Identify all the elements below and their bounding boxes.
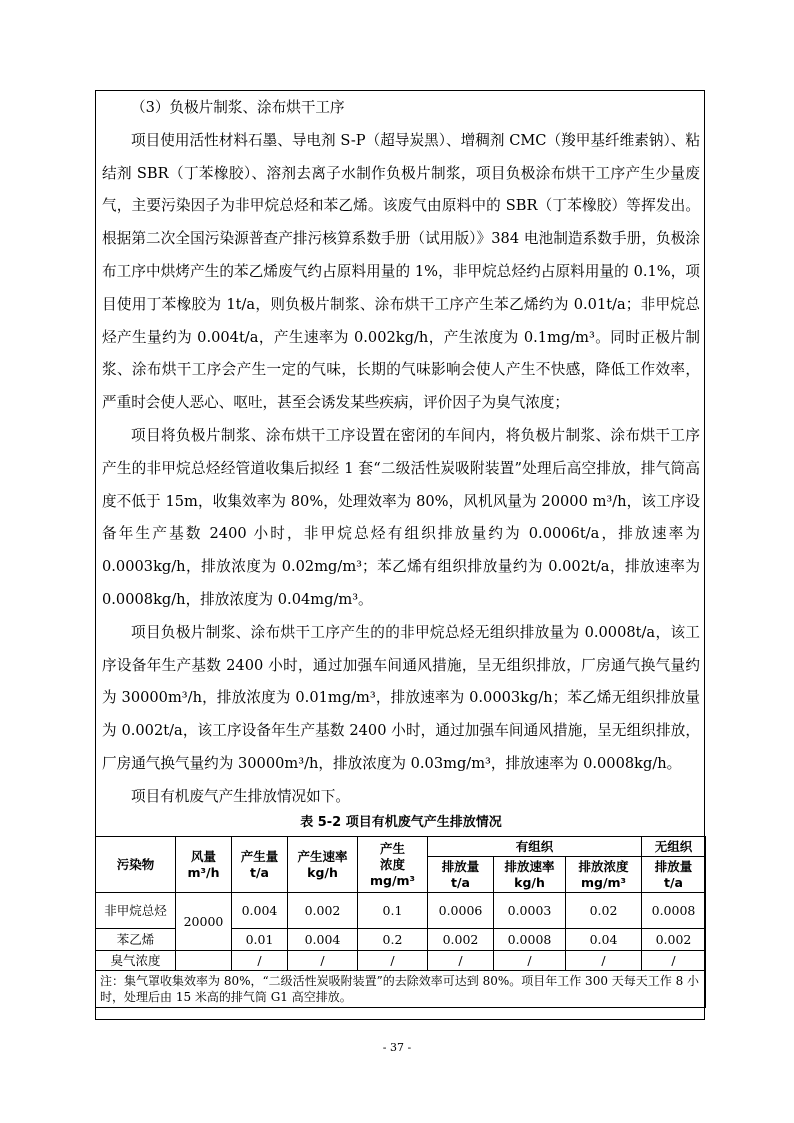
cell-gen: 0.004: [232, 893, 288, 929]
header-emit-conc: 排放浓度 mg/m³: [566, 857, 642, 893]
cell-conc: /: [358, 951, 428, 971]
cell-flow: 20000: [176, 893, 232, 951]
cell-u-amount: /: [642, 951, 706, 971]
cell-gen: 0.01: [232, 929, 288, 951]
header-gen-amount: 产生量 t/a: [232, 837, 288, 893]
cell-u-amount: 0.0008: [642, 893, 706, 929]
header-un-amount: 排放量 t/a: [642, 857, 706, 893]
header-gen-rate: 产生速率 kg/h: [288, 837, 358, 893]
header-unorganized: 无组织: [642, 837, 706, 857]
cell-e-conc: 0.02: [566, 893, 642, 929]
header-gen-conc: 产生 浓度 mg/m³: [358, 837, 428, 893]
header-emit-amount: 排放量 t/a: [428, 857, 494, 893]
cell-name: 非甲烷总烃: [96, 893, 176, 929]
table-row: [96, 893, 706, 929]
cell-rate: 0.004: [288, 929, 358, 951]
table-caption: 表 5-2 项目有机废气产生排放情况: [300, 815, 502, 830]
cell-u-amount: 0.002: [642, 929, 706, 951]
cell-name: 臭气浓度: [96, 951, 176, 971]
header-pollutant: 污染物: [96, 837, 176, 893]
cell-name: 苯乙烯: [96, 929, 176, 951]
header-organized: 有组织: [428, 837, 642, 857]
cell-flow-empty: [176, 951, 232, 971]
paragraph-2: 项目将负极片制浆、涂布烘干工序设置在密闭的车间内，将负极片制浆、涂布烘干工序产生的非甲烷总烃经管道收集后拟经 1 套“二级活性炭吸附装置”处理后高空排放，排气筒高度不低于 15m，收集效率为 80%，处理效率为 80%，风机风量为 20000 m³/h，该工序设备年生产基数 2400 小时，非甲烷总烃有组织排放量约为 0.0006t/a，排放速率为 0.0003kg/h，排放浓度为 0.02mg/m³；苯乙烯有组织排放量约为 0.002t/a，排放速率为 0.0008kg/h，排放浓度为 0.04mg/m³。: [102, 426, 700, 608]
cell-e-rate: 0.0008: [494, 929, 566, 951]
cell-e-amount: /: [428, 951, 494, 971]
page-number: - 37 -: [382, 1041, 412, 1054]
paragraph-3: 项目负极片制浆、涂布烘干工序产生的的非甲烷总烃无组织排放量为 0.0008t/a，该工序设备年生产基数 2400 小时，通过加强车间通风措施，呈无组织排放，厂房通气换气量约为 30000m³/h，排放浓度为 0.01mg/m³，排放速率为 0.0003kg/h；苯乙烯无组织排放量为 0.002t/a，该工序设备年生产基数 2400 小时，通过加强车间通风措施，呈无组织排放，厂房通气换气量约为 30000m³/h，排放浓度为 0.03mg/m³，排放速率为 0.0008kg/h。: [102, 623, 700, 772]
cell-e-conc: 0.04: [566, 929, 642, 951]
cell-rate: 0.002: [288, 893, 358, 929]
cell-e-amount: 0.002: [428, 929, 494, 951]
paragraph-1: 项目使用活性材料石墨、导电剂 S-P（超导炭黑）、增稠剂 CMC（羧甲基纤维素钠）、粘结剂 SBR（丁苯橡胶）、溶剂去离子水制作负极片制浆，项目负极涂布烘干工序产生少量废气，主要污染因子为非甲烷总烃和苯乙烯。该废气由原料中的 SBR（丁苯橡胶）等挥发出。根据第二次全国污染源普查产排污核算系数手册（试用版）》384 电池制造系数手册，负极涂布工序中烘烤产生的苯乙烯废气约占原料用量的 1%，非甲烷总烃约占原料用量的 0.1%，项目使用丁苯橡胶为 1t/a，则负极片制浆、涂布烘干工序产生苯乙烯约为 0.01t/a；非甲烷总烃产生量约为 0.004t/a，产生速率为 0.002kg/h，产生浓度为 0.1mg/m³。同时正极片制浆、涂布烘干工序会产生一定的气味，长期的气味影响会使人产生不快感，降低工作效率，严重时会使人恶心、呕吐，甚至会诱发某些疾病，评价因子为臭气浓度；: [102, 131, 700, 412]
header-flow: 风量 m³/h: [176, 837, 232, 893]
cell-e-rate: /: [494, 951, 566, 971]
cell-gen: /: [232, 951, 288, 971]
section-heading: （3）负极片制浆、涂布烘干工序: [131, 99, 345, 116]
header-emit-rate: 排放速率 kg/h: [494, 857, 566, 893]
cell-conc: 0.2: [358, 929, 428, 951]
table-row: [96, 951, 706, 971]
table-note: 注：集气罩收集效率为 80%，“二级活性炭吸附装置”的去除效率可达到 80%。项目年工作 300 天每天工作 8 小时，处理后由 15 米高的排气筒 G1 高空排放。: [96, 971, 706, 1008]
cell-e-amount: 0.0006: [428, 893, 494, 929]
cell-conc: 0.1: [358, 893, 428, 929]
cell-rate: /: [288, 951, 358, 971]
cell-e-conc: /: [566, 951, 642, 971]
cell-e-rate: 0.0003: [494, 893, 566, 929]
emission-table: [95, 836, 706, 1008]
paragraph-4: 项目有机废气产生排放情况如下。: [131, 787, 350, 805]
body-text: [95, 92, 707, 814]
